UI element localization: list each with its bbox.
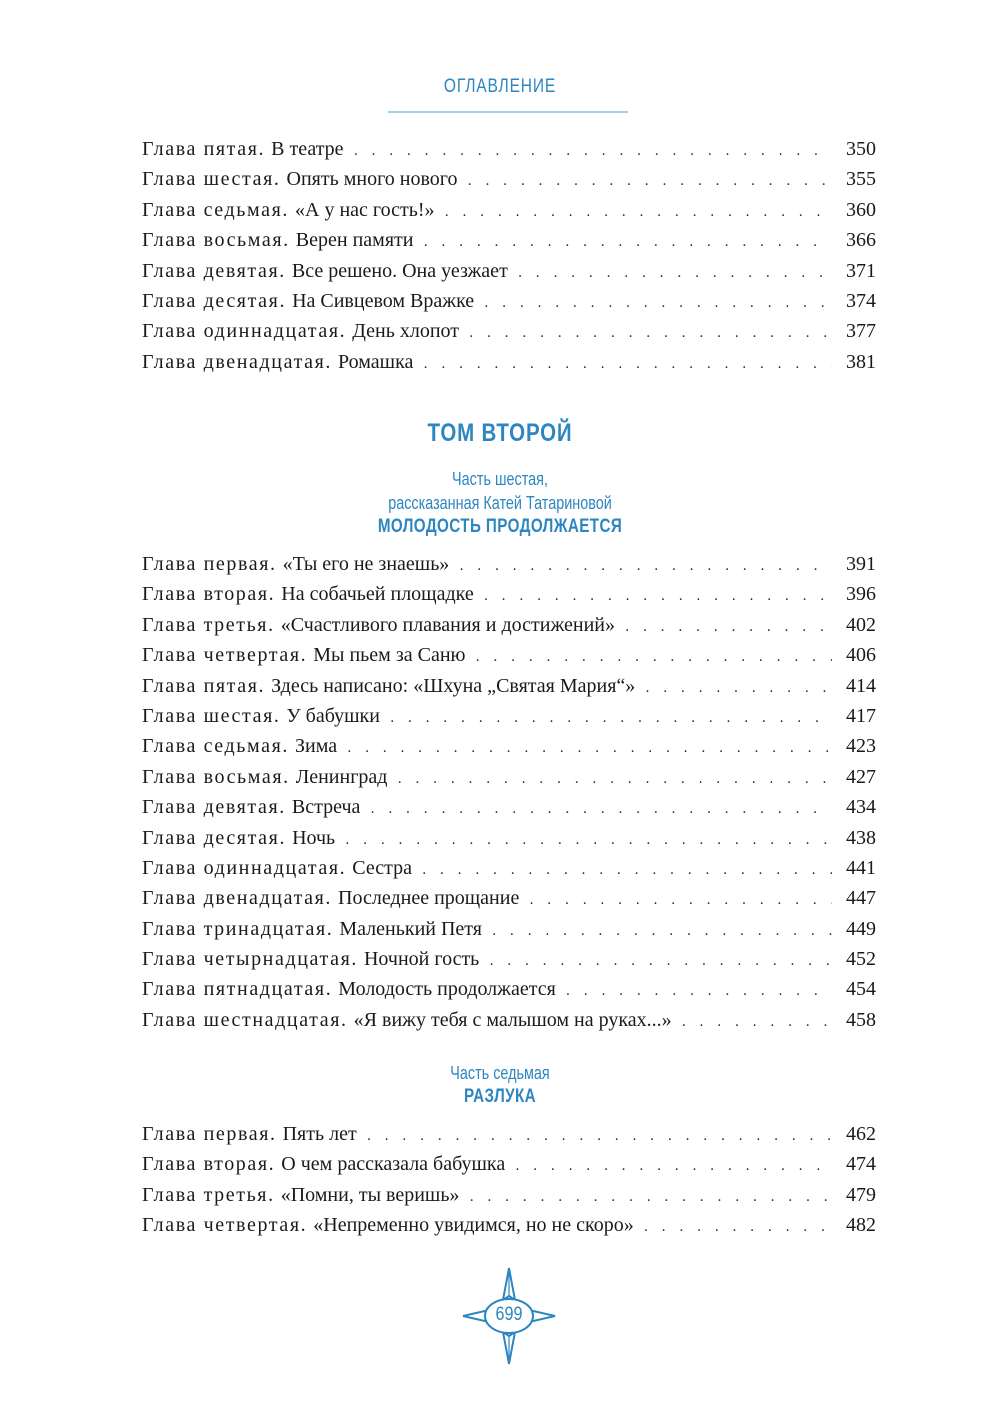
toc-page-number: 462 — [846, 1123, 876, 1145]
toc-chapter-title: Верен памяти — [295, 229, 414, 252]
toc-row — [142, 199, 876, 229]
toc-row — [142, 948, 876, 978]
toc-chapter-title: Опять много нового — [286, 168, 458, 191]
toc-page-number: 406 — [846, 644, 876, 667]
toc-page-number: 377 — [846, 320, 876, 343]
toc-leader-dots — [625, 619, 832, 635]
toc-chapter-label: Глава четвертая. — [142, 1214, 308, 1237]
toc-chapter-label: Глава вторая. — [142, 583, 276, 606]
toc-chapter-label: Глава двенадцатая. — [142, 350, 333, 373]
toc-chapter-label: Глава тринадцатая. — [142, 917, 334, 940]
toc-page-number: 434 — [846, 796, 876, 819]
toc-chapter-label: Глава десятая. — [142, 826, 287, 849]
toc-chapter-label: Глава первая. — [142, 1123, 277, 1145]
toc-chapter-title: Сестра — [352, 856, 412, 879]
toc-list-part6 — [142, 553, 876, 1039]
toc-chapter-title: На Сивцевом Вражке — [292, 289, 475, 312]
toc-chapter-label: Глава третья. — [142, 1183, 275, 1206]
toc-chapter-label: Глава шестнадцатая. — [142, 1008, 348, 1031]
toc-chapter-title: Последнее прощание — [338, 887, 520, 910]
toc-row — [142, 644, 876, 674]
toc-chapter-label: Глава восьмая. — [142, 229, 290, 252]
toc-page-number: 427 — [846, 765, 876, 788]
toc-leader-dots — [422, 862, 832, 878]
toc-row — [142, 1153, 876, 1183]
toc-leader-dots — [469, 325, 832, 341]
toc-chapter-title: Молодость продолжается — [338, 978, 556, 1001]
toc-leader-dots — [529, 892, 832, 908]
toc-row — [142, 675, 876, 705]
toc-page-number: 355 — [846, 168, 876, 191]
toc-page-number: 452 — [846, 948, 876, 971]
toc-chapter-label: Глава седьмая. — [142, 198, 289, 221]
toc-leader-dots — [682, 1014, 832, 1030]
toc-leader-dots — [484, 295, 832, 311]
toc-leader-dots — [489, 953, 832, 969]
toc-leader-dots — [445, 204, 832, 220]
toc-row — [142, 168, 876, 198]
toc-chapter-label: Глава одиннадцатая. — [142, 856, 347, 879]
toc-chapter-title: «Ты его не знаешь» — [282, 553, 450, 575]
toc-leader-dots — [644, 1219, 832, 1235]
toc-row — [142, 583, 876, 613]
toc-row — [142, 1184, 876, 1214]
toc-leader-dots — [475, 649, 832, 665]
toc-chapter-title: Все решено. Она уезжает — [291, 259, 508, 282]
toc-chapter-label: Глава шестая. — [142, 704, 281, 727]
toc-page-number: 391 — [846, 553, 876, 575]
toc-row — [142, 1123, 876, 1153]
part7-name: РАЗЛУКА — [463, 1086, 537, 1107]
toc-chapter-label: Глава четырнадцатая. — [142, 948, 358, 971]
toc-chapter-title: О чем рассказала бабушка — [281, 1153, 506, 1176]
toc-row — [142, 351, 876, 381]
toc-row — [142, 857, 876, 887]
part6-line1: Часть шестая, — [452, 469, 548, 489]
toc-row — [142, 887, 876, 917]
toc-page-number: 371 — [846, 259, 876, 282]
toc-chapter-title: День хлопот — [352, 320, 460, 343]
toc-row — [142, 827, 876, 857]
toc-row — [142, 229, 876, 259]
toc-page-number: 402 — [846, 613, 876, 636]
toc-page-number: 474 — [846, 1153, 876, 1176]
toc-chapter-label: Глава девятая. — [142, 259, 286, 282]
toc-leader-dots — [345, 832, 832, 848]
toc-row — [142, 614, 876, 644]
toc-leader-dots — [370, 801, 832, 817]
toc-chapter-label: Глава первая. — [142, 553, 277, 575]
toc-leader-dots — [367, 1128, 832, 1144]
toc-chapter-title: Ночной гость — [363, 948, 480, 971]
toc-leader-dots — [518, 265, 832, 281]
toc-page-number: 381 — [846, 350, 876, 373]
toc-chapter-title: Здесь написано: «Шхуна „Святая Мария“» — [271, 674, 636, 697]
toc-row — [142, 1009, 876, 1039]
toc-chapter-title: Ромашка — [338, 350, 414, 373]
toc-page-number: 374 — [846, 289, 876, 312]
toc-page-number: 479 — [846, 1183, 876, 1206]
toc-chapter-label: Глава девятая. — [142, 796, 286, 819]
toc-chapter-label: Глава одиннадцатая. — [142, 320, 347, 343]
part7-line1: Часть седьмая — [450, 1063, 550, 1083]
toc-chapter-title: Ленинград — [295, 765, 388, 788]
toc-row — [142, 766, 876, 796]
toc-row — [142, 735, 876, 765]
part6-heading — [0, 467, 1000, 539]
toc-row — [142, 260, 876, 290]
toc-row — [142, 918, 876, 948]
toc-chapter-title: Ночь — [292, 826, 336, 849]
toc-leader-dots — [566, 983, 832, 999]
toc-row — [142, 320, 876, 350]
toc-chapter-label: Глава седьмая. — [142, 735, 289, 758]
toc-row — [142, 705, 876, 735]
toc-chapter-title: Встреча — [291, 796, 361, 819]
toc-chapter-label: Глава третья. — [142, 613, 275, 636]
toc-page-number: 414 — [846, 674, 876, 697]
toc-chapter-label: Глава вторая. — [142, 1153, 276, 1176]
toc-row — [142, 290, 876, 320]
toc-leader-dots — [354, 143, 832, 159]
toc-page-number: 458 — [846, 1008, 876, 1031]
toc-chapter-title: Мы пьем за Саню — [313, 644, 466, 667]
toc-page-number: 396 — [846, 583, 876, 606]
toc-chapter-title: В театре — [271, 138, 344, 160]
toc-row — [142, 796, 876, 826]
toc-chapter-label: Глава восьмая. — [142, 765, 290, 788]
toc-leader-dots — [459, 558, 832, 574]
toc-leader-dots — [492, 923, 832, 939]
toc-page-number: 417 — [846, 704, 876, 727]
toc-row — [142, 1214, 876, 1244]
toc-page-number: 438 — [846, 826, 876, 849]
toc-leader-dots — [390, 710, 832, 726]
toc-chapter-title: Зима — [295, 735, 338, 758]
running-head-rule — [388, 111, 628, 113]
volume-title: ТОМ ВТОРОЙ — [427, 419, 573, 447]
toc-chapter-title: «Непременно увидимся, но не скоро» — [313, 1214, 634, 1237]
toc-page-number: 441 — [846, 856, 876, 879]
toc-row — [142, 553, 876, 583]
toc-row — [142, 978, 876, 1008]
toc-page-number: 423 — [846, 735, 876, 758]
toc-chapter-label: Глава пятая. — [142, 674, 266, 697]
toc-chapter-title: Маленький Петя — [339, 917, 482, 940]
folio-ornament — [459, 1266, 559, 1366]
part6-name: МОЛОДОСТЬ ПРОДОЛЖАЕТСЯ — [377, 516, 623, 537]
toc-chapter-title: На собачьей площадке — [281, 583, 474, 606]
toc-page-number: 482 — [846, 1214, 876, 1237]
toc-page-number: 454 — [846, 978, 876, 1001]
toc-leader-dots — [423, 356, 832, 372]
toc-leader-dots — [469, 1189, 832, 1205]
toc-chapter-title: Пять лет — [282, 1123, 357, 1145]
toc-chapter-label: Глава шестая. — [142, 168, 281, 191]
toc-leader-dots — [645, 680, 832, 696]
toc-chapter-label: Глава четвертая. — [142, 644, 308, 667]
toc-page-number: 447 — [846, 887, 876, 910]
toc-row — [142, 138, 876, 168]
running-head: ОГЛАВЛЕНИЕ — [443, 76, 557, 97]
toc-chapter-label: Глава двенадцатая. — [142, 887, 333, 910]
toc-page-number: 360 — [846, 198, 876, 221]
toc-chapter-label: Глава десятая. — [142, 289, 287, 312]
toc-chapter-title: «А у нас гость!» — [295, 198, 435, 221]
toc-list-top — [142, 138, 876, 381]
toc-leader-dots — [468, 173, 833, 189]
part7-heading — [0, 1061, 1000, 1109]
toc-leader-dots — [484, 588, 832, 604]
toc-leader-dots — [423, 234, 832, 250]
toc-page-number: 350 — [846, 138, 876, 160]
toc-chapter-title: «Помни, ты веришь» — [280, 1183, 460, 1206]
toc-chapter-title: У бабушки — [286, 704, 380, 727]
toc-page-number: 366 — [846, 229, 876, 252]
part6-line2: рассказанная Катей Татариновой — [388, 493, 612, 513]
toc-list-part7 — [142, 1123, 876, 1245]
toc-chapter-label: Глава пятнадцатая. — [142, 978, 333, 1001]
toc-page-number: 449 — [846, 917, 876, 940]
toc-leader-dots — [397, 771, 832, 787]
toc-leader-dots — [515, 1158, 832, 1174]
toc-chapter-title: «Я вижу тебя с малышом на руках...» — [353, 1008, 672, 1031]
toc-chapter-title: «Счастливого плавания и достижений» — [280, 613, 615, 636]
toc-chapter-label: Глава пятая. — [142, 138, 266, 160]
toc-leader-dots — [347, 740, 832, 756]
page-number: 699 — [495, 1304, 523, 1325]
